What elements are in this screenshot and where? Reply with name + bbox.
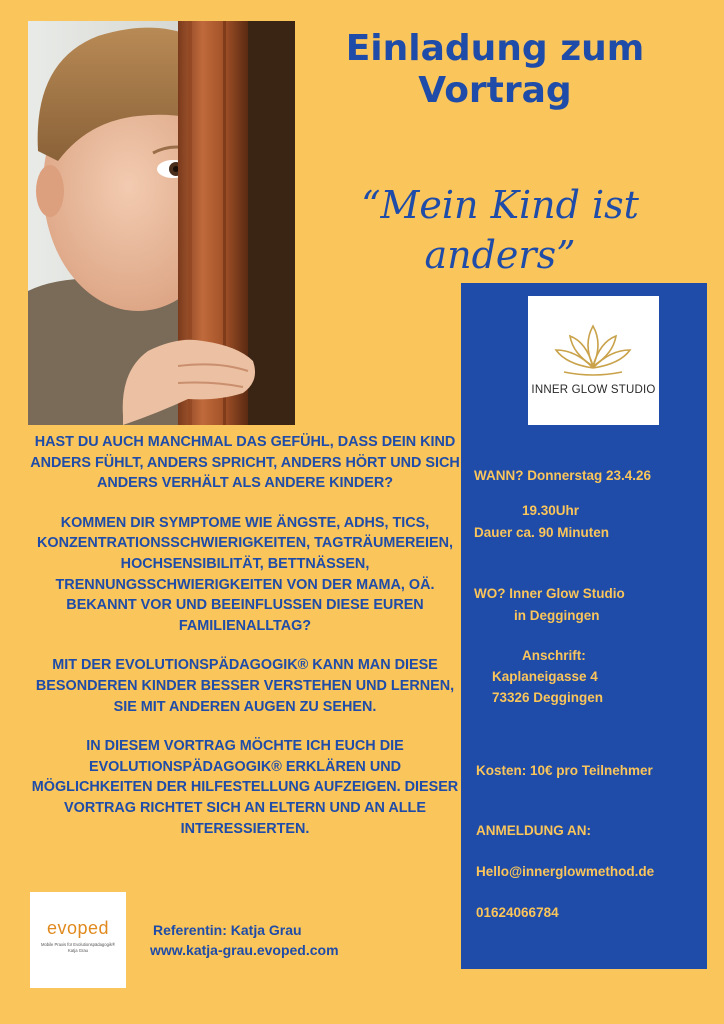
inner-glow-logo <box>528 296 659 425</box>
logo-text: INNER GLOW STUDIO <box>531 384 656 396</box>
evoped-logo <box>30 892 126 988</box>
body-text <box>30 432 460 858</box>
phone-text: 01624066784 <box>476 905 559 920</box>
evoped-tagline: Mobile Praxis für Evolutionspädagogik® <box>40 942 116 947</box>
paragraph-3: MIT DER EVOLUTIONSPÄDAGOGIK® KANN MAN DIESE BESONDEREN KINDER BESSER VERSTEHEN UND LERNEN, SIE MIT ANDEREN AUGEN ZU SEHEN. <box>35 657 455 715</box>
evoped-wordmark: evoped <box>46 918 110 938</box>
lotus-icon <box>528 306 659 386</box>
title-line-2: Vortrag <box>418 70 572 111</box>
address-label: Anschrift: <box>522 648 586 663</box>
when-text: WANN? Donnerstag 23.4.26 <box>474 468 652 483</box>
evoped-name: Katja Grau <box>67 948 89 953</box>
paragraph-2: KOMMEN DIR SYMPTOME WIE ÄNGSTE, ADHS, TICS, KONZENTRATIONSSCHWIERIGKEITEN, TAGTRÄUMEREIEN, HOCHSENSIBILITÄT, BETTNÄSSEN, TRENNUNGSSCHWIERIGKEITEN VON DER MAMA, OÄ. BEKANNT VOR UND BEEINFLUSSEN DIESE EUREN FAMILIENALLTAG? <box>37 514 453 634</box>
paragraph-1: HAST DU AUCH MANCHMAL DAS GEFÜHL, DASS DEIN KIND ANDERS FÜHLT, ANDERS SPRICHT, ANDERS HÖRT UND SICH ANDERS VERHÄLT ALS ANDERE KINDER? <box>30 434 460 492</box>
time-text: 19.30Uhr <box>522 503 580 518</box>
where-city-text: in Deggingen <box>514 608 600 623</box>
where-text: WO? Inner Glow Studio <box>474 586 625 601</box>
title <box>300 28 690 112</box>
boy-peeking-photo <box>28 21 295 425</box>
speaker-block <box>150 920 339 960</box>
address-street: Kaplaneigasse 4 <box>492 669 598 684</box>
duration-text: Dauer ca. 90 Minuten <box>474 525 610 540</box>
website-link[interactable]: www.katja-grau.evoped.com <box>150 942 339 958</box>
title-line-1: Einladung zum <box>345 28 645 69</box>
address-city: 73326 Deggingen <box>492 690 604 705</box>
email-link[interactable]: Hello@innerglowmethod.de <box>476 864 655 879</box>
register-label: ANMELDUNG AN: <box>476 823 591 838</box>
cost-text: Kosten: 10€ pro Teilnehmer <box>476 763 653 778</box>
paragraph-4: IN DIESEM VORTRAG MÖCHTE ICH EUCH DIE EVOLUTIONSPÄDAGOGIK® ERKLÄREN UND MÖGLICHKEITEN DER HILFESTELLUNG AUFZEIGEN. DIESER VORTRAG RICHTET SICH AN ELTERN UND AN ALLE INTERESSIERTEN. <box>31 738 459 837</box>
subtitle: “Mein Kind ist anders” <box>361 183 639 277</box>
speaker-text: Referentin: Katja Grau <box>153 922 302 938</box>
